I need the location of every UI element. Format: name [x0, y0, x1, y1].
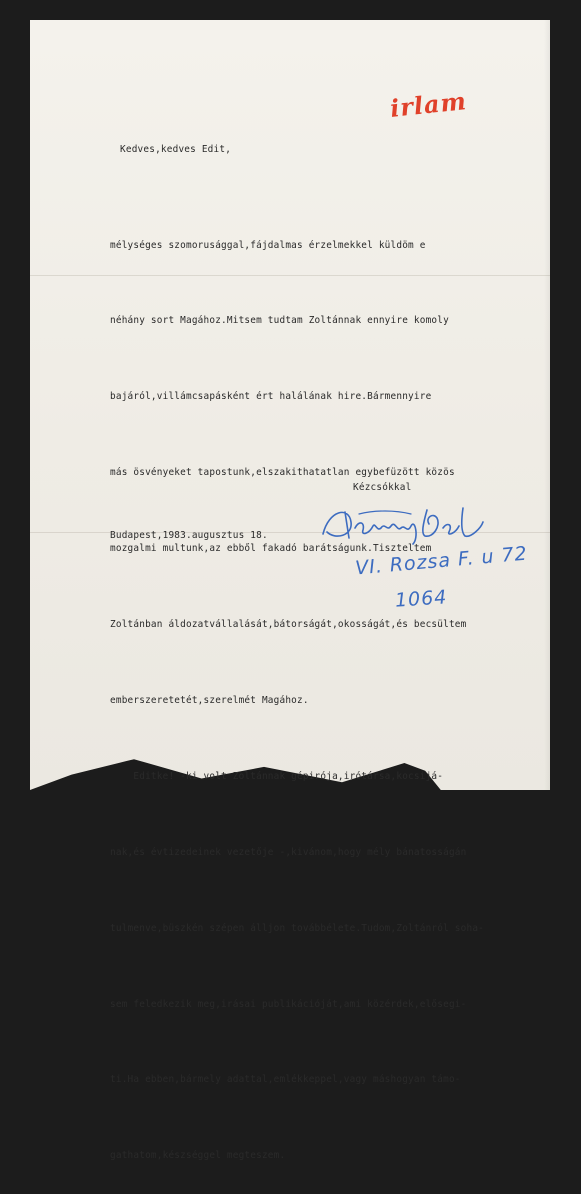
letter-body-line: mélységes szomorusággal,fájdalmas érzelmekkel küldöm e	[110, 239, 426, 251]
handwritten-signature	[315, 498, 490, 548]
letter-salutation: Kedves,kedves Edit,	[120, 144, 232, 155]
letter-body-line: bajáról,villámcsapásként ért halálának hire.Bármennyire	[110, 391, 432, 403]
letter-body-line: emberszeretetét,szerelmét Magához.	[110, 694, 309, 706]
letter-body-line: nak,és évtizedeinek vezetője -,kivánom,hogy mély bánatosságán	[110, 846, 467, 858]
letter-place-date: Budapest,1983.augusztus 18.	[110, 530, 268, 541]
letter-body	[110, 182, 484, 1194]
letter-closing: Kézcsókkal	[353, 482, 412, 493]
paper-edge-shadow	[544, 20, 550, 790]
letter-body-line: gathatom,készséggel megteszem.	[110, 1150, 286, 1162]
handwritten-annotation-red: irlam	[388, 86, 469, 123]
letter-body-line: néhány sort Magához.Mitsem tudtam Zoltánnak ennyire komoly	[110, 315, 449, 327]
letter-body-line: ti.Ha ebben,bármely adattal,emlékkeppel,vagy máshogyan támo-	[110, 1074, 461, 1086]
handwritten-postal-code: 1064	[394, 586, 449, 612]
letter-body-line: Zoltánban áldozatvállalását,bátorságát,okosságát,és becsültem	[110, 619, 467, 631]
letter-body-line: más ösvényeket tapostunk,elszakithatatlan egybefüzött közös	[110, 467, 455, 479]
letter-body-line: mozgalmi multunk,az ebből fakadó barátságunk.Tiszteltem	[110, 543, 432, 555]
letter-body-line: Editke! -ki volt Zoltánnak gépirója,irótársa,kocsijá-	[110, 770, 444, 782]
letter-body-line: sem feledkezik meg,irásai publikációját,ami közérdek,elősegi-	[110, 998, 467, 1010]
handwritten-address: VI. Rozsa F. u 72	[354, 542, 529, 580]
letter-body-line: tulmenve,büszkén szépen álljon továbbélete.Tudom,Zoltánról soha-	[110, 922, 485, 934]
